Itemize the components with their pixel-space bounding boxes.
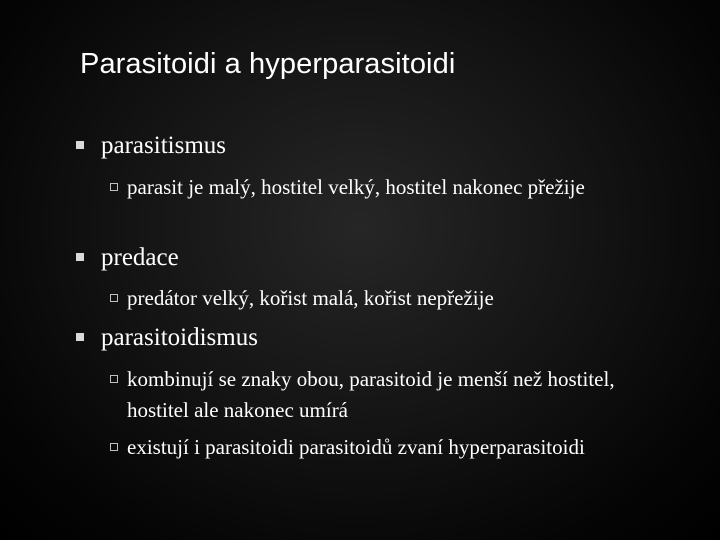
hollow-square-bullet-icon <box>110 294 118 302</box>
subbullet-text: predátor velký, kořist malá, kořist nepřežije <box>127 286 494 310</box>
square-bullet-icon <box>76 333 84 341</box>
hollow-square-bullet-icon <box>110 183 118 191</box>
subbullet-parasitoidismus-2 <box>110 432 670 463</box>
subbullet-parasitoidismus-1 <box>110 364 670 426</box>
square-bullet-icon <box>76 141 84 149</box>
bullet-label: parasitismus <box>101 132 226 159</box>
hollow-square-bullet-icon <box>110 375 118 383</box>
hollow-square-bullet-icon <box>110 443 118 451</box>
subbullet-parasitismus-1 <box>110 172 670 203</box>
slide-title: Parasitoidi a hyperparasitoidi <box>80 48 456 80</box>
subbullet-text: existují i parasitoidi parasitoidů zvaní hyperparasitoidi <box>127 435 585 459</box>
bullet-label: parasitoidismus <box>101 324 258 351</box>
square-bullet-icon <box>76 253 84 261</box>
bullet-label: predace <box>101 244 179 271</box>
subbullet-text: parasit je malý, hostitel velký, hostitel nakonec přežije <box>127 175 585 199</box>
subbullet-predace-1 <box>110 283 670 314</box>
subbullet-text: kombinují se znaky obou, parasitoid je menší než hostitel, hostitel ale nakonec umírá <box>127 367 615 422</box>
